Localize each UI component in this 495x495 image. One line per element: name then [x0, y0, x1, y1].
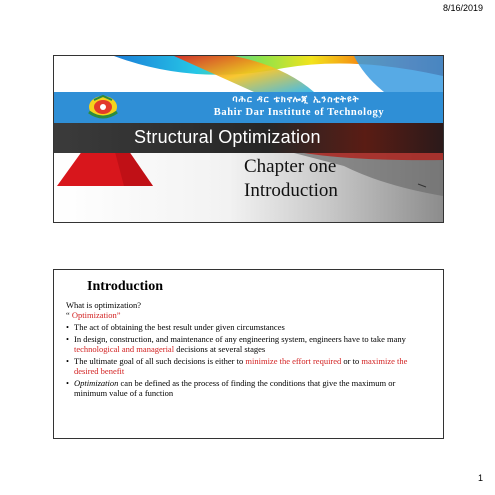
bullet-icon: •: [66, 356, 69, 366]
page-number: 1: [477, 473, 483, 483]
slide-date: 8/16/2019: [442, 3, 483, 13]
topic-title: Structural Optimization: [134, 127, 321, 147]
list-item: [66, 335, 426, 354]
chapter-title: Introduction: [244, 180, 338, 201]
bullet-text: The act of obtaining the best result under given circumstances: [74, 322, 285, 332]
bullet-icon: •: [66, 334, 69, 344]
institute-name: Bahir Dar Institute of Technology: [213, 107, 385, 118]
quote-mark: “: [66, 310, 70, 320]
institute-banner: [54, 92, 443, 123]
bullet-text: In design, construction, and maintenance of any engineering system, engineers have to take many technological and managerial decisions at several stages: [74, 334, 406, 354]
list-item: [66, 323, 426, 333]
bullet-icon: •: [66, 322, 69, 332]
bullet-icon: •: [66, 378, 69, 388]
quote-line: [66, 311, 426, 321]
institute-name-amharic: ባሕር ዳር ቴክኖሎጂ ኢንስቲትዩት: [232, 95, 360, 105]
list-item: [66, 357, 426, 376]
slide-title: Introduction: [87, 279, 163, 294]
chapter-label: Chapter one: [244, 156, 337, 177]
bullet-text: The ultimate goal of all such decisions is either to minimize the effort required or to maximize the desired benefit: [74, 356, 408, 376]
institute-logo-icon: [80, 94, 126, 121]
bullet-text: Optimization can be defined as the process of finding the conditions that give the maximum or minimum value of a function: [74, 378, 396, 398]
question-text: What is optimization?: [66, 300, 142, 310]
introduction-slide: [53, 269, 444, 439]
quoted-term: Optimization”: [71, 310, 121, 320]
title-slide: [53, 55, 444, 223]
list-item: [66, 379, 426, 398]
